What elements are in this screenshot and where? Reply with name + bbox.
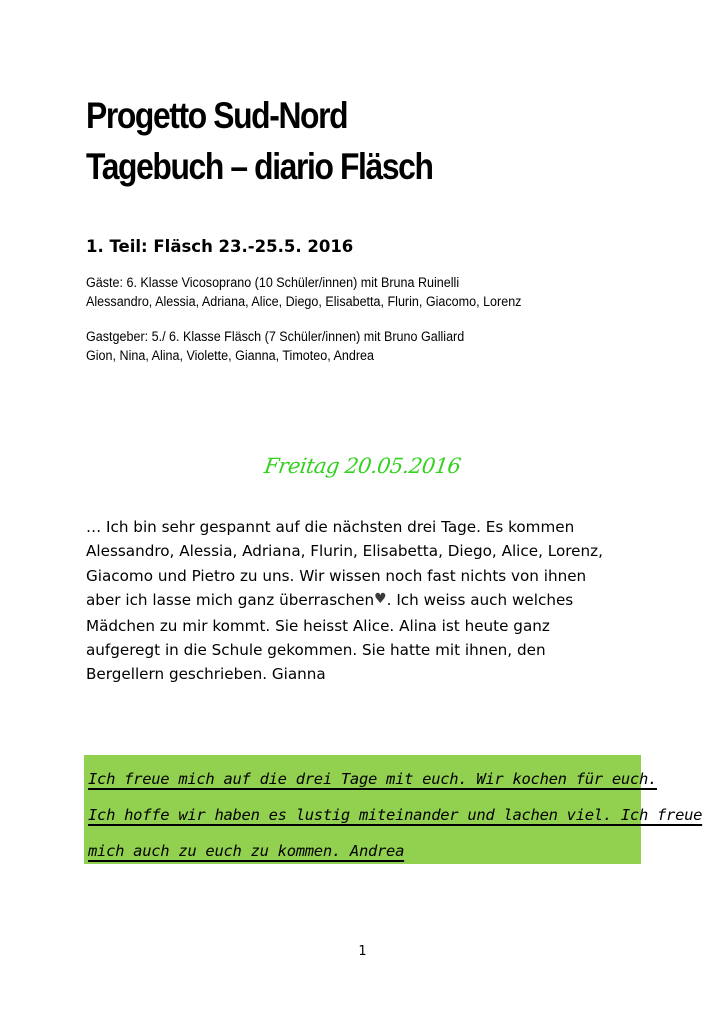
section-heading: 1. Teil: Fläsch 23.-25.5. 2016 [86,237,354,256]
diary-line-6: aufgeregt in die Schule gekommen. Sie hatte mit ihnen, den [86,641,546,660]
diary-line-3: Giacomo und Pietro zu uns. Wir wissen noch fast nichts von ihnen [86,566,587,585]
guests-info [86,274,521,311]
note-line-3: mich auch zu euch zu kommen. Andrea [88,842,405,860]
diary-line-5: Mädchen zu mir kommt. Sie heisst Alice. Alina ist heute ganz [86,616,550,635]
note-line-1: Ich freue mich auf die drei Tage mit euch. Wir kochen für euch. [88,770,658,788]
diary-line-4-end: . Ich weiss auch welches [386,591,574,610]
diary-line-1: … Ich bin sehr gespannt auf die nächsten drei Tage. Es kommen [86,518,575,536]
guests-line-2: Alessandro, Alessia, Adriana, Alice, Diego, Elisabetta, Flurin, Giacomo, Lorenz [86,293,522,309]
document-title [86,90,433,192]
handwritten-note [88,761,702,869]
note-line-2: Ich hoffe wir haben es lustig miteinander und lachen viel. Ich freue [88,806,703,824]
diary-line-4-start: aber ich lasse mich ganz überraschen [86,591,375,610]
heart-icon: ♥ [374,591,387,608]
guests-line-1: Gäste: 6. Klasse Vicosoprano (10 Schüler/innen) mit Bruna Ruinelli [86,275,460,290]
hosts-info [86,328,464,365]
diary-line-7: Bergellern geschrieben. Gianna [86,665,326,684]
diary-line-2: Alessandro, Alessia, Adriana, Flurin, Elisabetta, Diego, Alice, Lorenz, [86,542,603,561]
date-heading: Freitag 20.05.2016 [262,454,463,478]
page-number: 1 [358,944,367,959]
diary-entry [86,515,646,687]
title-line-2: Tagebuch – diario Fläsch [86,146,433,187]
hosts-line-2: Gion, Nina, Alina, Violette, Gianna, Timoteo, Andrea [86,347,375,363]
hosts-line-1: Gastgeber: 5./ 6. Klasse Fläsch (7 Schüler/innen) mit Bruno Galliard [86,329,465,344]
title-line-1: Progetto Sud-Nord [86,95,348,136]
diary-line-4 [86,588,646,613]
